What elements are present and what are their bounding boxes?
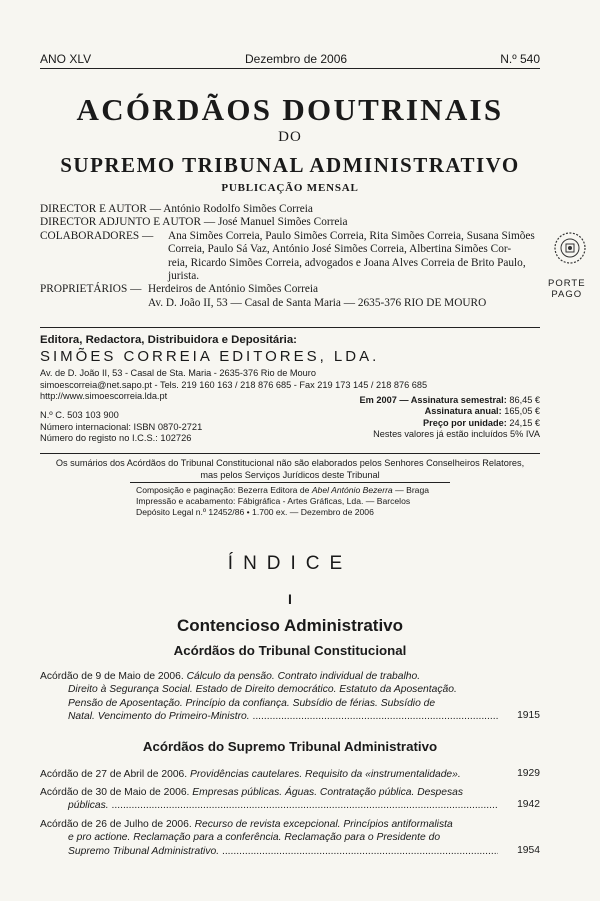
divider: [40, 327, 540, 328]
divider: [40, 453, 540, 454]
director-line: [40, 203, 540, 216]
proprietarios-block: [40, 283, 540, 310]
entry-date: Acórdão de 30 de Maio de 2006.: [40, 787, 193, 798]
divider: [40, 68, 540, 69]
page-number: 1954: [517, 845, 540, 856]
director-label: DIRECTOR E AUTOR —: [40, 203, 162, 215]
index-entry[interactable]: [40, 768, 498, 781]
isbn-number: Número internacional: ISBN 0870-2721: [40, 421, 203, 432]
entry-topics: e pro actione. Reclamação para a conferência. Reclamação para o Presidente do: [68, 832, 441, 844]
publisher-heading: Editora, Redactora, Distribuidora e Depositária:: [40, 334, 297, 346]
entry-topics: Empresas públicas. Águas. Contratação pública. Despesas: [192, 787, 464, 798]
publication-title: ACÓRDÃOS DOUTRINAIS: [76, 92, 504, 127]
subsection-heading: Acórdãos do Tribunal Constitucional: [173, 643, 407, 658]
colab-line: reia, Ricardo Simões Correia, advogados e Joana Alves Correia de Brito Paulo,: [168, 256, 526, 269]
composition-info: [136, 485, 429, 518]
price-unidade: Preço por unidade: 24,15 €: [423, 417, 540, 428]
composition-line: Composição e paginação: Bezerra Editora de Abel António Bezerra — Braga: [136, 485, 430, 495]
entry-date: Acórdão de 9 de Maio de 2006.: [40, 671, 187, 682]
colab-line: jurista.: [168, 270, 200, 283]
entry-topics: Pensão de Aposentação. Princípio da confiança. Subsídio de férias. Subsídio de: [68, 697, 436, 709]
issue-number: N.º 540: [500, 52, 540, 66]
entry-topics: Providências cautelares. Requisito da «instrumentalidade».: [190, 769, 461, 780]
note-line: mas pelos Serviços Jurídicos deste Tribunal: [200, 469, 380, 480]
colaboradores-block: [40, 230, 540, 284]
index-title: ÍNDICE: [227, 553, 353, 574]
note-line: Os sumários dos Acórdãos do Tribunal Constitucional não são elaborados pelos Senhores Conselheiros Relatores,: [55, 458, 525, 468]
address-line: Av. de D. João II, 53 - Casal de Sta. Maria - 2635-376 Rio de Mouro: [40, 368, 316, 378]
publisher-ids: [40, 410, 202, 445]
price-semestral: Em 2007 — Assinatura semestral: 86,45 €: [359, 395, 540, 405]
colab-line: Ana Simões Correia, Paulo Simões Correia, Rita Simões Correia, Susana Simões: [168, 229, 535, 242]
porte-pago-stamp: [548, 278, 586, 300]
adjunto-line: [40, 216, 540, 229]
entry-topics: Cálculo da pensão. Contrato individual de trabalho.: [186, 671, 421, 682]
entry-date: Acórdão de 26 de Julho de 2006.: [40, 819, 195, 830]
prop-label: PROPRIETÁRIOS —: [40, 283, 142, 296]
entry-topics: Recurso de revista excepcional. Princípios antiformalista: [194, 819, 453, 830]
adjunto-label: DIRECTOR ADJUNTO E AUTOR —: [40, 216, 216, 229]
publication-subtitle: SUPREMO TRIBUNAL ADMINISTRATIVO: [60, 153, 520, 177]
contact-line: simoescorreia@net.sapo.pt - Tels. 219 160 163 / 218 876 685 - Fax 219 173 145 / 218 876 685: [40, 379, 428, 390]
director-name: António Rodolfo Simões Correia: [163, 203, 313, 215]
colab-label: COLABORADORES —: [40, 229, 154, 242]
adjunto-name: José Manuel Simões Correia: [217, 216, 348, 229]
title-connector: DO: [278, 129, 302, 145]
entry-date: Acórdão de 27 de Abril de 2006.: [40, 769, 190, 780]
section-heading: Contencioso Administrativo: [176, 616, 404, 635]
staff-block: [40, 203, 540, 310]
issue-year: ANO XLV: [40, 52, 92, 66]
prop-line: Herdeiros de António Simões Correia: [148, 283, 319, 296]
entry-topics: públicas.: [68, 800, 109, 812]
subsection-heading: Acórdãos do Supremo Tribunal Administrativo: [142, 739, 438, 754]
ics-number: Número do registo no I.C.S.: 102726: [40, 433, 192, 444]
publisher-name: SIMÕES CORREIA EDITORES, LDA.: [40, 348, 380, 365]
issue-date: Dezembro de 2006: [245, 52, 348, 66]
prop-line: Av. D. João II, 53 — Casal de Santa Maria — 2635-376 RIO DE MOURO: [148, 296, 487, 309]
iva-note: Nestes valores já estão incluídos 5% IVA: [373, 428, 540, 439]
page-number: 1942: [517, 799, 540, 810]
page-number: 1929: [517, 768, 540, 779]
index-entry[interactable]: [40, 786, 498, 813]
part-number: I: [288, 591, 292, 607]
publication-frequency: PUBLICAÇÃO MENSAL: [221, 182, 359, 194]
entry-topics: Natal. Vencimento do Primeiro-Ministro.: [68, 711, 250, 723]
entry-topics: Supremo Tribunal Administrativo.: [68, 845, 220, 857]
nc-number: N.º C. 503 103 900: [40, 410, 119, 420]
page-number: 1915: [517, 710, 540, 721]
website-link[interactable]: http://www.simoescorreia.lda.pt: [40, 391, 168, 401]
summary-note: [40, 458, 540, 481]
index-entry[interactable]: [40, 670, 498, 724]
colab-line: Correia, Paulo Sá Vaz, António José Simões Correia, Albertina Simões Cor-: [168, 243, 512, 256]
entry-topics: Direito à Segurança Social. Estado de Direito democrático. Estatuto da Aposentação.: [68, 684, 457, 696]
subscription-prices: [340, 395, 540, 440]
deposit-line: Depósito Legal n.º 12452/86 • 1.700 ex. — Dezembro de 2006: [136, 507, 374, 517]
porte-text: PORTE: [548, 278, 586, 289]
postal-seal-icon: [552, 230, 588, 266]
divider: [130, 482, 450, 483]
index-entry[interactable]: [40, 818, 498, 858]
printing-line: Impressão e acabamento: Fábigráfica - Artes Gráficas, Lda. — Barcelos: [136, 496, 411, 506]
price-anual: Assinatura anual: 165,05 €: [424, 406, 540, 417]
pago-text: PAGO: [551, 289, 583, 300]
